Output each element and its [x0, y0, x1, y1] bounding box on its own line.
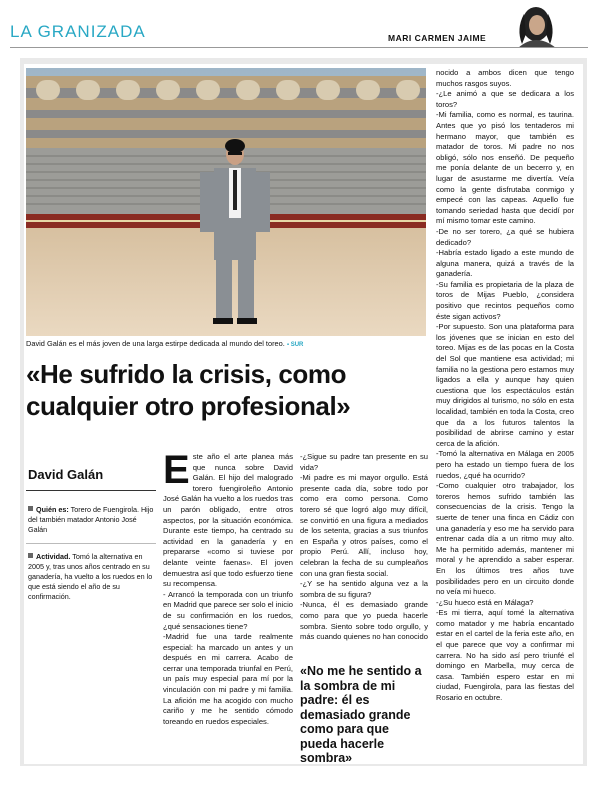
article-column-1: [163, 452, 293, 757]
section-title: LA GRANIZADA: [10, 22, 146, 41]
paragraph: -Es mi tierra, aquí tomé la alternativa como matador y me habría encantado estar en el cartel de la feria este año, en el que parece que voy a confirmar mi carrera. No ha sido así pero triunfé el domingo en Marbella, muy cerca de casa. También espero estar en mi ciudad, Fuengirola, para las fiestas del Rosario en octubre.: [436, 608, 574, 703]
headline: «He sufrido la crisis, como cualquier otro profesional»: [26, 359, 351, 421]
paragraph: -Como cualquier otro trabajador, los toreros hemos sufrido también las consecuencias de la crisis. Tengo la suerte de tener una finca en Cádiz con una ganadería y eso me ha servido para entrenar cada día a un ritmo muy alto. Me ha permitido además, mantener mi moral y he aprendido a saber esperar. En los últimos tres años tuve posibilidades pero en un circuito donde no veía mi hueco.: [436, 481, 574, 597]
header-divider: [10, 47, 588, 48]
paragraph: -¿Sigue su padre tan presente en su vida?: [300, 452, 428, 472]
profile-activity: Actividad. Tomó la alternativa en 2005 y, tras unos años centrado en su ganadería, ha vuelto a los ruedos en lo que está siendo el año de su confirmación.: [28, 552, 153, 601]
article-column-3: [436, 68, 574, 758]
photo-caption: [26, 339, 426, 348]
paragraph: -Madrid fue una tarde realmente especial: ha marcado un antes y un después en mi carrera. Acabo de cerrar una temporada triunfal en Perú, un país muy especial para mí por la vinculación con mi padre y mi familia. La afición me ha acogido con mucho cariño y me he sentido cómodo toreando en ruedos especiales.: [163, 632, 293, 726]
profile-sidebar: [26, 459, 156, 602]
drop-cap: E: [163, 452, 190, 492]
pull-quote: «No me he sentido a la sombra de mi padre: él es demasiado grande como para que pueda hacerle sombra»: [300, 664, 422, 765]
author-portrait: [506, 4, 570, 48]
sidebar-divider: [26, 543, 156, 544]
bullet-icon: [28, 506, 33, 511]
paragraph: -Mi familia, como es normal, es taurina. Antes que yo pisó los tentaderos mi hermano mayor, que también es matador de toros. Mi padre no nos obligó, sólo nos enseñó. De pequeño me ponía delante de un becerro y, en lugar de asustarme me divertía. Veía como la gente disfrutaba conmigo y empecé con las capeas. Aquello fue tomando seriedad hasta que decidí por mí mismo tomar este camino.: [436, 110, 574, 226]
paragraph: nocido a ambos dicen que tengo muchos rasgos suyos.: [436, 68, 574, 88]
paragraph: -Por supuesto. Son una plataforma para los jóvenes que se inician en esto del toreo. Mijas es de las pocas en la Costa del Sol que mantiene esa actividad; mi familia no la gestiona pero estamos muy ligados a ella y aunque hay quien cuestiona que los espectáculos están muy dirigidos al turismo, no sólo en esta localidad, también en toda la Costa, creo que da a los futuros talentos la posibilidad de abrirse camino y estar cerca de la afición.: [436, 322, 574, 448]
paragraph: -¿Su hueco está en Málaga?: [436, 597, 534, 607]
paragraph: -Nunca, él es demasiado grande como para que yo pueda hacerle sombra. Siento sobre todo orgullo, y más cuando quienes no han conocido: [300, 600, 428, 642]
article-photo: [26, 68, 426, 336]
paragraph: - Arrancó la temporada con un triunfo en Madrid que parece ser solo el inicio de su confirmación en los ruedos, ¿qué sensaciones tiene?: [163, 589, 293, 631]
caption-text: David Galán es el más joven de una larga estirpe dedicada al mundo del toreo.: [26, 339, 285, 348]
paragraph: -Mi padre es mi mayor orgullo. Está presente cada día, sobre todo por como era como persona. Como torero sé que logró algo muy difícil, se convirtió en una figura a mediados de los setenta, gracias a sus triunfos en España y otros países, como el propio Perú. Allí, incluso hoy, celebran la fecha de su cumpleaños con una gran fiesta social.: [300, 473, 428, 578]
paragraph: -De no ser torero, ¿a qué se hubiera dedicado?: [436, 226, 574, 247]
paragraph: -¿Y se ha sentido alguna vez a la sombra de su figura?: [300, 579, 428, 599]
paragraph: -Tomó la alternativa en Málaga en 2005 pero ha estado un tiempo fuera de los ruedos, ¿qué ha ocurrido?: [436, 449, 574, 480]
article-column-2: [300, 452, 428, 657]
bullet-icon: [28, 553, 33, 558]
profile-who: Quién es: Torero de Fuengirola. Hijo del también matador Antonio José Galán: [28, 505, 154, 534]
author-name: MARI CARMEN JAIME: [388, 33, 487, 43]
paragraph: -Habría estado ligado a este mundo de alguna manera, quizá a través de la ganadería.: [436, 248, 574, 279]
profile-name: David Galán: [26, 459, 156, 491]
photo-credit: ▪ SUR: [286, 342, 304, 348]
paragraph: -¿Le animó a que se dedicara a los toros?: [436, 89, 574, 109]
paragraph: ste año el arte planea más que nunca sobre David Galán. El hijo del malogrado torero fuengiroleño Antonio José Galán ha vuelto a los ruedos tras un parón obligado, entre otros aspectos, por la situación económica. Durante este tiempo, ha centrado su actividad en la ganadería y en prepararse «como si tuviese por delante veinte faenas». El joven demuestra así que todo esfuerzo tiene su recompensa.: [163, 452, 293, 589]
paragraph: -Su familia es propietaria de la plaza de toros de Mijas Pueblo, ¿considera positivo que recintos pequeños como éste sigan activos?: [436, 279, 574, 321]
